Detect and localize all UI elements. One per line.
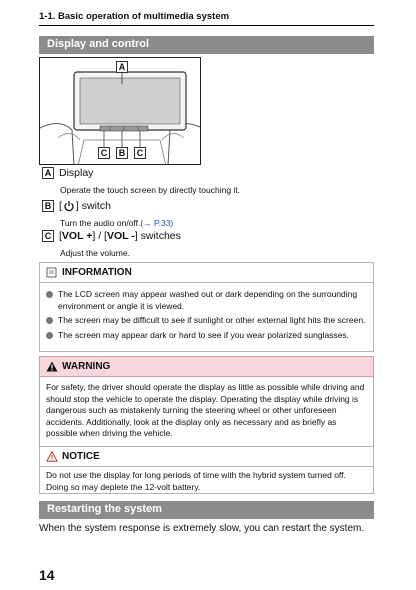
power-icon (63, 200, 75, 212)
warning-triangle-icon (46, 361, 58, 372)
item-description: Operate the touch screen by directly touching it. (60, 185, 241, 195)
notice-body: Do not use the display for long periods of time with the hybrid system turned off. Doing so may deplete the 12-volt battery. (46, 470, 346, 492)
item-label-prefix: [ (59, 200, 62, 212)
information-body (40, 283, 373, 348)
section-heading-restarting: Restarting the system (39, 501, 374, 519)
warning-title: WARNING (62, 361, 111, 372)
info-bullet: The screen may be difficult to see if sunlight or other external light hits the screen. (46, 315, 367, 327)
bullet-dot (46, 332, 53, 339)
item-description: Adjust the volume. (60, 248, 130, 258)
item-label: Display (59, 167, 94, 179)
info-bullet: The screen may appear dark or hard to see if you wear polarized sunglasses. (46, 330, 367, 342)
item-description: Turn the audio on/off.(→ P.33) (60, 218, 174, 228)
section-heading-display-and-control: Display and control (39, 36, 374, 54)
bullet-dot (46, 291, 53, 298)
callout-a: A (116, 61, 128, 73)
page-reference-link[interactable]: (→ P.33) (140, 218, 174, 228)
vol-down-label: VOL - (106, 230, 135, 242)
chapter-title: 1-1. Basic operation of multimedia system (39, 11, 230, 22)
information-box (39, 262, 374, 352)
information-title: INFORMATION (62, 267, 132, 278)
notice-title: NOTICE (62, 451, 100, 462)
callout-c-right: C (134, 147, 146, 159)
item-label-suffix: ] switch (75, 200, 111, 212)
restart-intro: When the system response is extremely slow, you can restart the system. (39, 523, 365, 534)
callout-c-left: C (98, 147, 110, 159)
item-display (42, 167, 93, 179)
notice-triangle-icon (46, 451, 58, 462)
item-letter: A (42, 167, 54, 179)
item-volume-switches: C [ VOL + ] / [ VOL - ] switches (42, 230, 181, 242)
page-number: 14 (39, 567, 55, 583)
notice-box (39, 446, 374, 494)
warning-body: For safety, the driver should operate the display as little as possible while driving and should stop the vehicle to operate the display. Operating the display while driving is dangerous such as mistakenly turning the steering wheel or other unforeseen accidents. Additionally, look at the display only as necessary and as briefly as possible when driving the vehicle. (46, 382, 365, 438)
info-bullet: The LCD screen may appear washed out or dark depending on the surrounding environment or angle it is viewed. (46, 289, 367, 312)
warning-header (40, 357, 373, 377)
info-page-icon (46, 267, 57, 278)
item-power-switch (42, 200, 111, 212)
chapter-rule (39, 25, 374, 26)
item-letter: C (42, 230, 54, 242)
dashboard-figure (39, 57, 201, 165)
bullet-dot (46, 317, 53, 324)
item-letter: B (42, 200, 54, 212)
notice-header (40, 447, 373, 467)
callout-b: B (116, 147, 128, 159)
vol-up-label: VOL + (61, 230, 93, 242)
information-header (40, 263, 373, 283)
